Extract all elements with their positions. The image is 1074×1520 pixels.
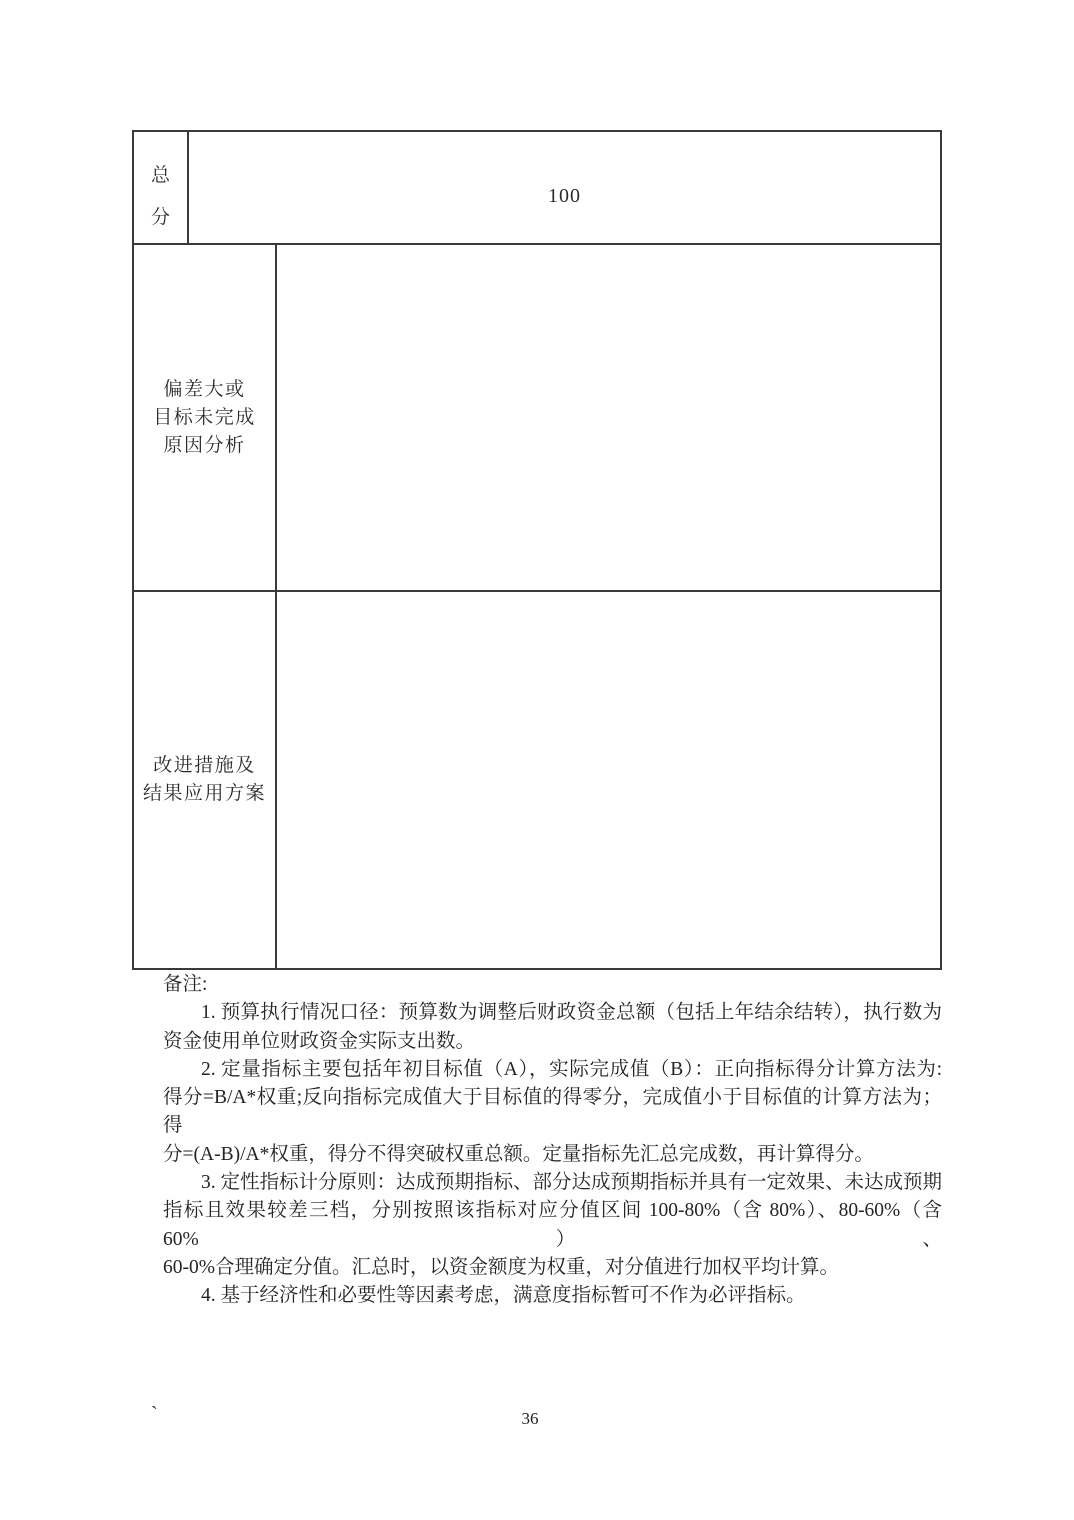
deviation-analysis-label-line: 目标未完成 — [153, 406, 256, 428]
score-table — [132, 130, 942, 970]
notes-title: 备注: — [163, 974, 208, 995]
page-number: 36 — [521, 1409, 539, 1428]
deviation-analysis-label-line: 原因分析 — [163, 434, 246, 456]
table-row-deviation-analysis — [134, 245, 940, 592]
notes-line-7: 指标且效果较差三档，分别按照该指标对应分值区间 100-80%（含 80%）、80-60%（含 60%）、 — [163, 1200, 942, 1250]
notes-line-4: 得分=B/A*权重;反向指标完成值大于目标值的得零分，完成值小于目标值的计算方法为；得 — [163, 1087, 942, 1137]
stray-backtick-mark: ` — [151, 1403, 158, 1425]
deviation-analysis-label — [134, 245, 277, 590]
total-score-label — [134, 132, 189, 243]
notes-section — [163, 971, 942, 1311]
total-score-value: 100 — [548, 185, 581, 207]
deviation-analysis-content — [277, 245, 940, 590]
improvement-plan-label-line: 结果应用方案 — [142, 783, 266, 804]
notes-line-2: 资金使用单位财政资金实际支出数。 — [163, 1030, 476, 1052]
notes-line-3: 2. 定量指标主要包括年初目标值（A），实际完成值（B）：正向指标得分计算方法为: — [201, 1058, 942, 1080]
notes-line-9: 4. 基于经济性和必要性等因素考虑，满意度指标暂可不作为必评指标。 — [201, 1285, 806, 1307]
improvement-plan-label — [134, 592, 277, 968]
notes-line-6: 3. 定性指标计分原则：达成预期指标、部分达成预期指标并具有一定效果、未达成预期 — [201, 1172, 943, 1194]
notes-line-5: 分=(A-B)/A*权重，得分不得突破权重总额。定量指标先汇总完成数，再计算得分。 — [163, 1143, 874, 1165]
table-row-total-score — [134, 132, 940, 245]
improvement-plan-label-line: 改进措施及 — [153, 755, 256, 776]
deviation-analysis-label-line: 偏差大或 — [163, 378, 246, 400]
total-score-label-line: 分 — [150, 206, 170, 228]
total-score-label-line: 总 — [150, 164, 170, 186]
notes-line-8: 60-0%合理确定分值。汇总时，以资金额度为权重，对分值进行加权平均计算。 — [163, 1256, 839, 1278]
table-row-improvement-plan — [134, 592, 940, 968]
notes-line-1: 1. 预算执行情况口径：预算数为调整后财政资金总额（包括上年结余结转），执行数为 — [201, 1002, 942, 1024]
improvement-plan-content — [277, 592, 940, 968]
